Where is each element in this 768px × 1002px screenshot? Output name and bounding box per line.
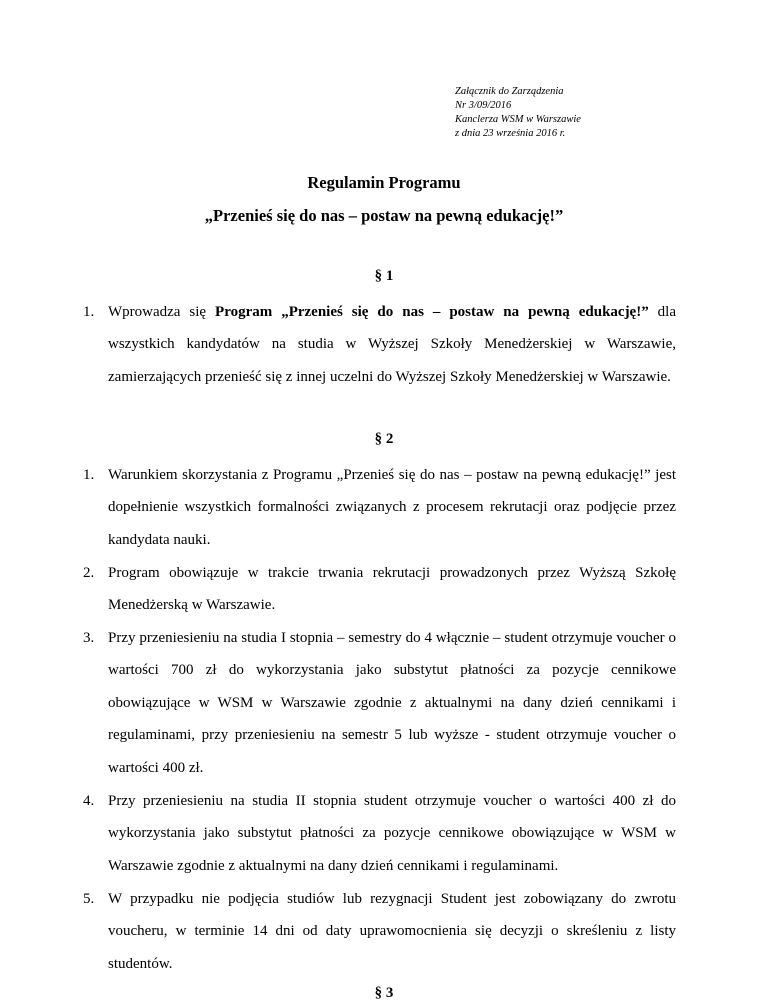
item-number: 5.	[83, 891, 95, 907]
section-heading-2: § 2	[374, 431, 394, 447]
section-2-item-2	[83, 557, 676, 622]
annex-line: Nr 3/09/2016	[455, 100, 512, 111]
item-bold-text: Program „Przenieś się do nas – postaw na pewną edukację!”	[215, 304, 649, 320]
item-number: 2.	[83, 565, 95, 581]
item-number: 3.	[83, 630, 95, 646]
item-number: 1.	[83, 304, 95, 320]
item-text: Przy przeniesieniu na studia I stopnia – semestry do 4 włącznie – student otrzymuje voucher o wartości 700 zł do wykorzystania jako substytut płatności za pozycje cennikowe obowiązujące w WSM w Warszawie zgodnie z aktualnymi na dany dzień cennikami i regulaminami, przy przeniesieniu na semestr 5 lub wyższe - student otrzymuje voucher o wartości 400 zł.	[108, 630, 676, 776]
document-subtitle: „Przenieś się do nas – postaw na pewną edukację!”	[204, 206, 564, 225]
annex-line: Załącznik do Zarządzenia	[455, 86, 564, 97]
section-heading-3: § 3	[374, 985, 394, 1001]
item-number: 4.	[83, 793, 95, 809]
annex-note	[455, 85, 581, 141]
section-1-item-1	[83, 296, 677, 393]
section-2-item-1	[83, 459, 676, 556]
section-heading-1: § 1	[374, 268, 394, 284]
item-text: Przy przeniesieniu na studia II stopnia student otrzymuje voucher o wartości 400 zł do wykorzystania jako substytut płatności za pozycje cennikowe obowiązujące w WSM w Warszawie zgodnie z aktualnymi na dany dzień cennikami i regulaminami.	[108, 793, 676, 874]
item-text: W przypadku nie podjęcia studiów lub rezygnacji Student jest zobowiązany do zwrotu voucheru, w terminie 14 dni od daty uprawomocnienia się decyzji o skreśleniu z listy studentów.	[108, 891, 676, 972]
item-text: Wprowadza się	[108, 304, 216, 320]
item-text: Warunkiem skorzystania z Programu „Przenieś się do nas – postaw na pewną edukację!” jest dopełnienie wszystkich formalności związanych z procesem rekrutacji oraz podjęcie przez kandydata nauki.	[108, 467, 676, 548]
item-text: dla wszystkich kandydatów na studia w Wyższej Szkoły Menedżerskiej w Warszawie, zamierzających przenieść się z innej uczelni do Wyższej Szkoły Menedżerskiej w Warszawie.	[108, 304, 677, 385]
annex-line: Kanclerza WSM w Warszawie	[455, 114, 581, 125]
section-2-item-4	[83, 785, 676, 882]
section-2-item-5	[83, 883, 676, 980]
document-title: Regulamin Programu	[307, 173, 461, 192]
section-2-item-3	[83, 622, 676, 784]
annex-line: z dnia 23 września 2016 r.	[455, 128, 566, 139]
item-number: 1.	[83, 467, 95, 483]
item-text: Program obowiązuje w trakcie trwania rekrutacji prowadzonych przez Wyższą Szkołę Menedżerską w Warszawie.	[108, 565, 676, 614]
